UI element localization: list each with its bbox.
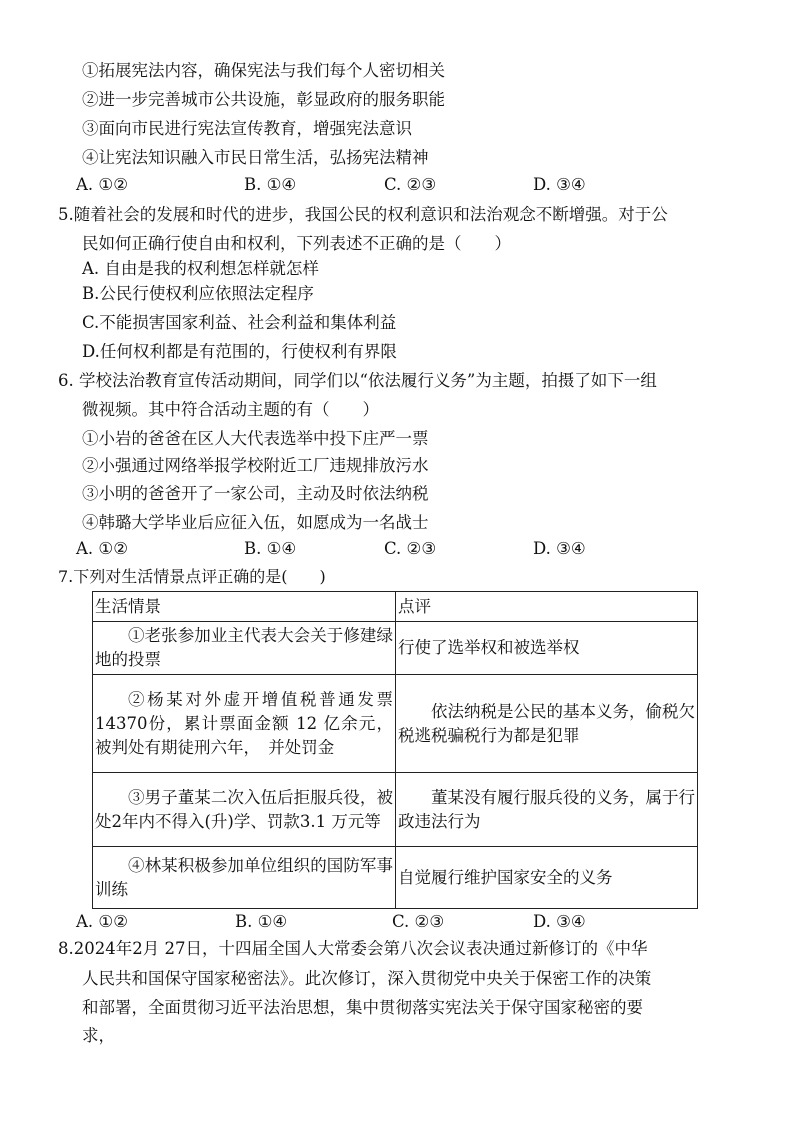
table-cell-comment: 依法纳税是公民的基本义务，偷税欠税逃税骗税行为都是犯罪 (396, 675, 698, 773)
q6-option-d: D. ③④ (533, 539, 586, 558)
q5-option-a: A. 自由是我的权利想怎样就怎样 (82, 259, 319, 278)
q7-option-a: A. ①② (76, 912, 128, 931)
table-row (93, 773, 698, 847)
q7-table (92, 591, 698, 909)
q6-option-a: A. ①② (76, 539, 128, 558)
table-cell-scene: ④林某积极参加单位组织的国防军事训练 (93, 847, 396, 909)
q4-option-c: C. ②③ (384, 175, 437, 194)
q4-item-2: ②进一步完善城市公共设施，彰显政府的服务职能 (82, 90, 445, 109)
q4-options (76, 174, 716, 196)
q8-line3: 和部署，全面贯彻习近平法治思想，集中贯彻落实宪法关于保守国家秘密的要 (82, 998, 643, 1017)
q8-line1: 8.2024年2月 27日，十四届全国人大常委会第八次会议表决通过新修订的《中华 (58, 939, 648, 958)
q5-option-b: B.公民行使权利应依照法定程序 (82, 284, 314, 303)
table-cell-scene: ③男子董某二次入伍后拒服兵役，被处2年内不得入(升)学、罚款3.1 万元等 (93, 773, 396, 847)
q8-line2: 人民共和国保守国家秘密法》。此次修订，深入贯彻党中央关于保密工作的决策 (82, 969, 652, 988)
q4-item-1: ①拓展宪法内容，确保宪法与我们每个人密切相关 (82, 61, 445, 80)
q5-option-d: D.任何权利都是有范围的，行使权利有界限 (82, 342, 397, 361)
q7-stem: 7.下列对生活情景点评正确的是( ) (58, 567, 326, 586)
q7-options (76, 911, 716, 933)
q5-stem-line1: 5.随着社会的发展和时代的进步，我国公民的权利意识和法治观念不断增强。对于公 (58, 205, 668, 224)
q4-item-4: ④让宪法知识融入市民日常生活，弘扬宪法精神 (82, 148, 429, 167)
table-cell-scene: ①老张参加业主代表大会关于修建绿地的投票 (93, 622, 396, 675)
table-cell-scene: ②杨某对外虚开增值税普通发票14370份，累计票面金额 12 亿余元，被判处有期徒刑六年， 并处罚金 (93, 675, 396, 773)
table-row (93, 847, 698, 909)
table-row (93, 622, 698, 675)
q4-option-b: B. ①④ (244, 175, 297, 194)
q6-item-1: ①小岩的爸爸在区人大代表选举中投下庄严一票 (82, 429, 429, 448)
q6-stem-line1: 6. 学校法治教育宣传活动期间，同学们以“依法履行义务”为主题，拍摄了如下一组 (58, 371, 657, 390)
q6-item-3: ③小明的爸爸开了一家公司，主动及时依法纳税 (82, 484, 429, 503)
table-header-row (93, 592, 698, 622)
q7-option-d: D. ③④ (533, 912, 586, 931)
table-header-comment: 点评 (396, 592, 698, 622)
table-cell-comment: 自觉履行维护国家安全的义务 (396, 847, 698, 909)
q4-option-d: D. ③④ (533, 175, 586, 194)
q7-option-c: C. ②③ (392, 912, 445, 931)
q6-item-2: ②小强通过网络举报学校附近工厂违规排放污水 (82, 456, 429, 475)
table-header-scene: 生活情景 (93, 592, 396, 622)
q6-option-c: C. ②③ (384, 539, 437, 558)
table-row (93, 675, 698, 773)
q8-line4: 求， (82, 1026, 115, 1045)
q7-option-b: B. ①④ (235, 912, 288, 931)
q5-option-c: C.不能损害国家利益、社会利益和集体利益 (82, 313, 397, 332)
q4-option-a: A. ①② (76, 175, 128, 194)
q6-item-4: ④韩璐大学毕业后应征入伍，如愿成为一名战士 (82, 513, 429, 532)
table-cell-comment: 董某没有履行服兵役的义务，属于行政违法行为 (396, 773, 698, 847)
table-cell-comment: 行使了选举权和被选举权 (396, 622, 698, 675)
q6-options (76, 538, 716, 560)
q6-option-b: B. ①④ (244, 539, 297, 558)
q4-item-3: ③面向市民进行宪法宣传教育，增强宪法意识 (82, 119, 412, 138)
q6-stem-line2: 微视频。其中符合活动主题的有（ ） (82, 400, 379, 419)
q5-stem-line2: 民如何正确行使自由和权利，下列表述不正确的是（ ） (82, 234, 511, 253)
